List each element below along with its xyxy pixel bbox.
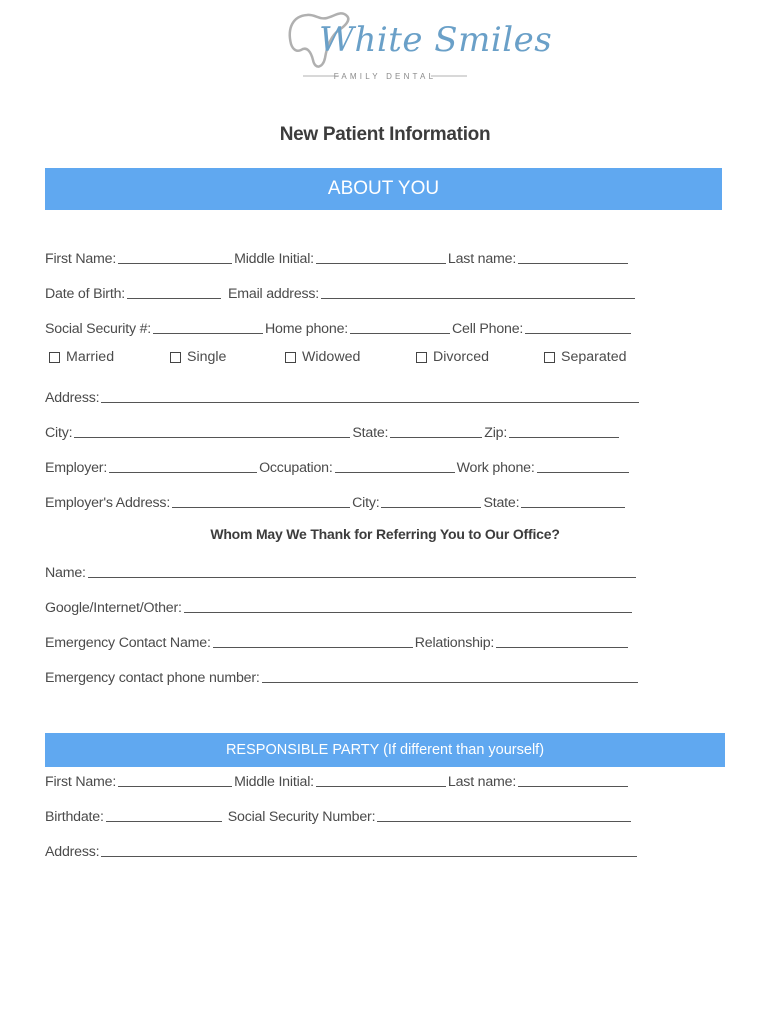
checkbox-icon[interactable] xyxy=(416,352,427,363)
google-label: Google/Internet/Other: xyxy=(45,600,182,616)
divorced-label: Divorced xyxy=(433,349,489,365)
dob-label: Date of Birth: xyxy=(45,286,125,302)
middle-initial-label: Middle Initial: xyxy=(234,251,314,267)
responsible-address-label: Address: xyxy=(45,844,100,860)
checkbox-icon[interactable] xyxy=(49,352,60,363)
city-field[interactable] xyxy=(74,436,350,438)
single-label: Single xyxy=(187,349,227,365)
employer-state-field[interactable] xyxy=(521,506,625,508)
first-name-field[interactable] xyxy=(118,262,232,264)
employer-address-row xyxy=(45,489,645,511)
dob-email-row xyxy=(45,280,645,302)
practice-logo xyxy=(285,6,553,86)
occupation-field[interactable] xyxy=(335,471,455,473)
single-option[interactable] xyxy=(170,349,226,365)
employer-city-field[interactable] xyxy=(381,506,481,508)
emergency-phone-field[interactable] xyxy=(262,681,638,683)
marital-status-row xyxy=(45,349,645,371)
birthdate-field[interactable] xyxy=(106,820,222,822)
zip-field[interactable] xyxy=(509,436,619,438)
relationship-label: Relationship: xyxy=(414,635,495,651)
checkbox-icon[interactable] xyxy=(544,352,555,363)
separated-label: Separated xyxy=(561,349,627,365)
married-label: Married xyxy=(66,349,115,365)
state-field[interactable] xyxy=(390,436,482,438)
referral-name-label: Name: xyxy=(45,565,86,581)
employer-city-label: City: xyxy=(352,495,380,511)
first-name-label: First Name: xyxy=(45,251,117,267)
responsible-first-name-label: First Name: xyxy=(45,774,117,790)
separated-option[interactable] xyxy=(544,349,626,365)
responsible-birth-ssn-row xyxy=(45,803,645,825)
responsible-ssn-label: Social Security Number: xyxy=(227,809,376,825)
responsible-name-row xyxy=(45,768,645,790)
occupation-label: Occupation: xyxy=(259,460,333,476)
google-row xyxy=(45,594,645,616)
responsible-first-name-field[interactable] xyxy=(118,785,232,787)
birthdate-label: Birthdate: xyxy=(45,809,104,825)
city-label: City: xyxy=(45,425,73,441)
last-name-label: Last name: xyxy=(447,251,517,267)
responsible-address-field[interactable] xyxy=(101,855,637,857)
responsible-ssn-field[interactable] xyxy=(377,820,631,822)
emergency-contact-row xyxy=(45,629,645,651)
referral-name-row xyxy=(45,559,645,581)
responsible-last-name-field[interactable] xyxy=(518,785,628,787)
employer-address-label: Employer's Address: xyxy=(45,495,171,511)
ssn-phone-row xyxy=(45,315,645,337)
about-you-header: ABOUT YOU xyxy=(45,168,722,210)
employer-state-label: State: xyxy=(483,495,520,511)
emergency-phone-label: Emergency contact phone number: xyxy=(45,670,260,686)
google-field[interactable] xyxy=(184,611,632,613)
home-phone-label: Home phone: xyxy=(265,321,348,337)
responsible-middle-initial-label: Middle Initial: xyxy=(234,774,314,790)
emergency-name-label: Emergency Contact Name: xyxy=(45,635,211,651)
employer-label: Employer: xyxy=(45,460,108,476)
employer-field[interactable] xyxy=(109,471,257,473)
work-phone-field[interactable] xyxy=(537,471,629,473)
checkbox-icon[interactable] xyxy=(170,352,181,363)
home-phone-field[interactable] xyxy=(350,332,450,334)
checkbox-icon[interactable] xyxy=(285,352,296,363)
responsible-middle-initial-field[interactable] xyxy=(316,785,446,787)
name-row xyxy=(45,245,645,267)
referral-name-field[interactable] xyxy=(88,576,636,578)
widowed-option[interactable] xyxy=(285,349,360,365)
responsible-last-name-label: Last name: xyxy=(447,774,517,790)
logo-subtitle: FAMILY DENTAL xyxy=(333,72,437,81)
page-title: New Patient Information xyxy=(279,124,491,145)
relationship-field[interactable] xyxy=(496,646,628,648)
cell-phone-field[interactable] xyxy=(525,332,631,334)
referral-heading: Whom May We Thank for Referring You to Our Office? xyxy=(210,526,560,542)
employer-row xyxy=(45,454,645,476)
emergency-phone-row xyxy=(45,664,645,686)
middle-initial-field[interactable] xyxy=(316,262,446,264)
ssn-label: Social Security #: xyxy=(45,321,152,337)
address-row xyxy=(45,384,645,406)
dob-field[interactable] xyxy=(127,297,221,299)
emergency-name-field[interactable] xyxy=(213,646,413,648)
city-state-zip-row xyxy=(45,419,645,441)
divorced-option[interactable] xyxy=(416,349,489,365)
responsible-party-header: RESPONSIBLE PARTY (If different than yourself) xyxy=(45,733,725,767)
email-field[interactable] xyxy=(321,297,635,299)
address-label: Address: xyxy=(45,390,100,406)
email-label: Email address: xyxy=(228,286,320,302)
responsible-address-row xyxy=(45,838,645,860)
cell-phone-label: Cell Phone: xyxy=(452,321,524,337)
zip-label: Zip: xyxy=(484,425,508,441)
state-label: State: xyxy=(352,425,389,441)
ssn-field[interactable] xyxy=(153,332,263,334)
work-phone-label: Work phone: xyxy=(456,460,535,476)
logo-wordmark: White Smiles xyxy=(319,20,553,60)
widowed-label: Widowed xyxy=(302,349,361,365)
address-field[interactable] xyxy=(101,401,639,403)
married-option[interactable] xyxy=(49,349,114,365)
last-name-field[interactable] xyxy=(518,262,628,264)
employer-address-field[interactable] xyxy=(172,506,350,508)
